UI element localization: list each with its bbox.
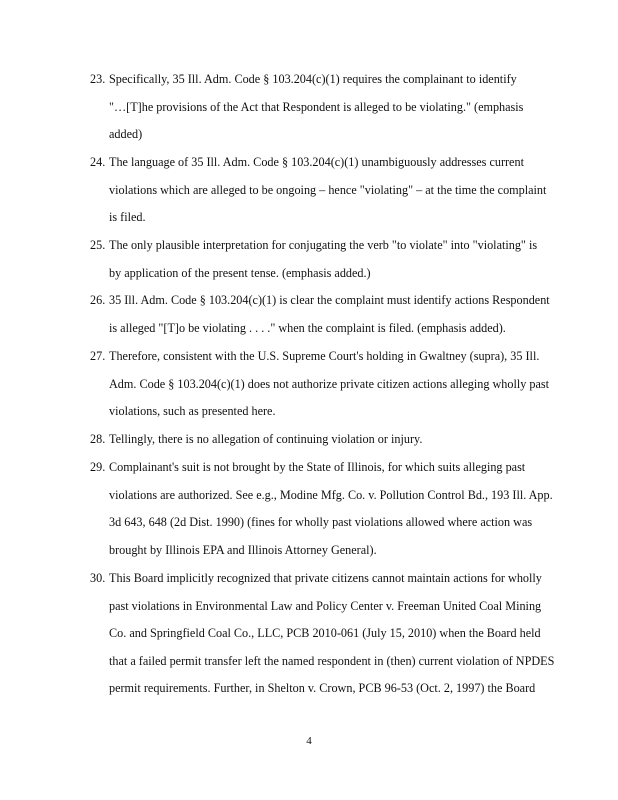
paragraph-line: is alleged "[T]o be violating . . . ." when the complaint is filed. (emphasis added). <box>109 320 506 335</box>
paragraph-28 <box>90 429 560 457</box>
paragraph-line <box>90 152 560 180</box>
paragraph-line: brought by Illinois EPA and Illinois Attorney General). <box>109 542 377 557</box>
paragraph-number: 25. <box>90 238 106 252</box>
paragraph-line <box>90 346 560 374</box>
paragraph-line: by application of the present tense. (emphasis added.) <box>109 265 371 280</box>
paragraph-line <box>90 235 560 263</box>
paragraph-text: 35 Ill. Adm. Code § 103.204(c)(1) is clear the complaint must identify actions Respondent <box>109 293 550 307</box>
paragraph-text: The language of 35 Ill. Adm. Code § 103.204(c)(1) unambiguously addresses current <box>109 155 524 169</box>
paragraph-line: violations which are alleged to be ongoing – hence "violating" – at the time the complaint <box>109 182 547 197</box>
paragraph-line <box>90 69 560 97</box>
paragraph-line: violations, such as presented here. <box>109 404 276 418</box>
paragraph-number: 28. <box>90 432 106 446</box>
page-number: 4 <box>306 735 312 747</box>
paragraph-line: permit requirements. Further, in Shelton v. Crown, PCB 96-53 (Oct. 2, 1997) the Board <box>109 681 536 695</box>
paragraph-line: past violations in Environmental Law and Policy Center v. Freeman United Coal Mining <box>109 598 542 613</box>
paragraph-number: 27. <box>90 349 106 363</box>
paragraph-line: 3d 643, 648 (2d Dist. 1990) (fines for wholly past violations allowed where action was <box>109 515 533 529</box>
paragraph-number: 23. <box>90 72 106 86</box>
paragraph-text: Specifically, 35 Ill. Adm. Code § 103.204(c)(1) requires the complainant to identify <box>109 72 517 86</box>
paragraph-line: is filed. <box>109 210 146 224</box>
paragraph-line: violations are authorized. See e.g., Modine Mfg. Co. v. Pollution Control Bd., 193 Ill. App. <box>109 487 553 502</box>
paragraph-line: "…[T]he provisions of the Act that Respondent is alleged to be violating." (emphasis <box>109 99 524 114</box>
paragraph-23 <box>90 69 560 152</box>
paragraph-text: Therefore, consistent with the U.S. Supreme Court's holding in Gwaltney (supra), 35 Ill. <box>109 349 540 363</box>
paragraph-26 <box>90 290 560 345</box>
paragraph-number: 26. <box>90 293 106 307</box>
paragraph-number: 24. <box>90 155 106 169</box>
paragraph-25 <box>90 235 560 290</box>
paragraph-line: that a failed permit transfer left the named respondent in (then) current violation of NPDES <box>109 653 555 668</box>
paragraph-text: The only plausible interpretation for conjugating the verb "to violate" into "violating" is <box>109 238 538 252</box>
paragraph-text: This Board implicitly recognized that private citizens cannot maintain actions for wholly <box>109 571 542 585</box>
paragraph-line: added) <box>109 127 143 141</box>
paragraph-line <box>90 568 560 596</box>
paragraph-27 <box>90 346 560 429</box>
paragraph-line: Co. and Springfield Coal Co., LLC, PCB 2010-061 (July 15, 2010) when the Board held <box>109 626 541 640</box>
paragraph-number: 29. <box>90 460 106 474</box>
paragraph-text: Tellingly, there is no allegation of continuing violation or injury. <box>109 432 423 446</box>
paragraph-line <box>90 429 560 457</box>
paragraph-line <box>90 290 560 318</box>
paragraph-text: Complainant's suit is not brought by the State of Illinois, for which suits alleging past <box>109 460 526 474</box>
paragraph-29 <box>90 457 560 567</box>
paragraph-24 <box>90 152 560 235</box>
paragraph-line: Adm. Code § 103.204(c)(1) does not authorize private citizen actions alleging wholly past <box>109 376 549 391</box>
paragraph-30 <box>90 568 560 706</box>
paragraph-number: 30. <box>90 571 106 585</box>
paragraph-line <box>90 457 560 485</box>
